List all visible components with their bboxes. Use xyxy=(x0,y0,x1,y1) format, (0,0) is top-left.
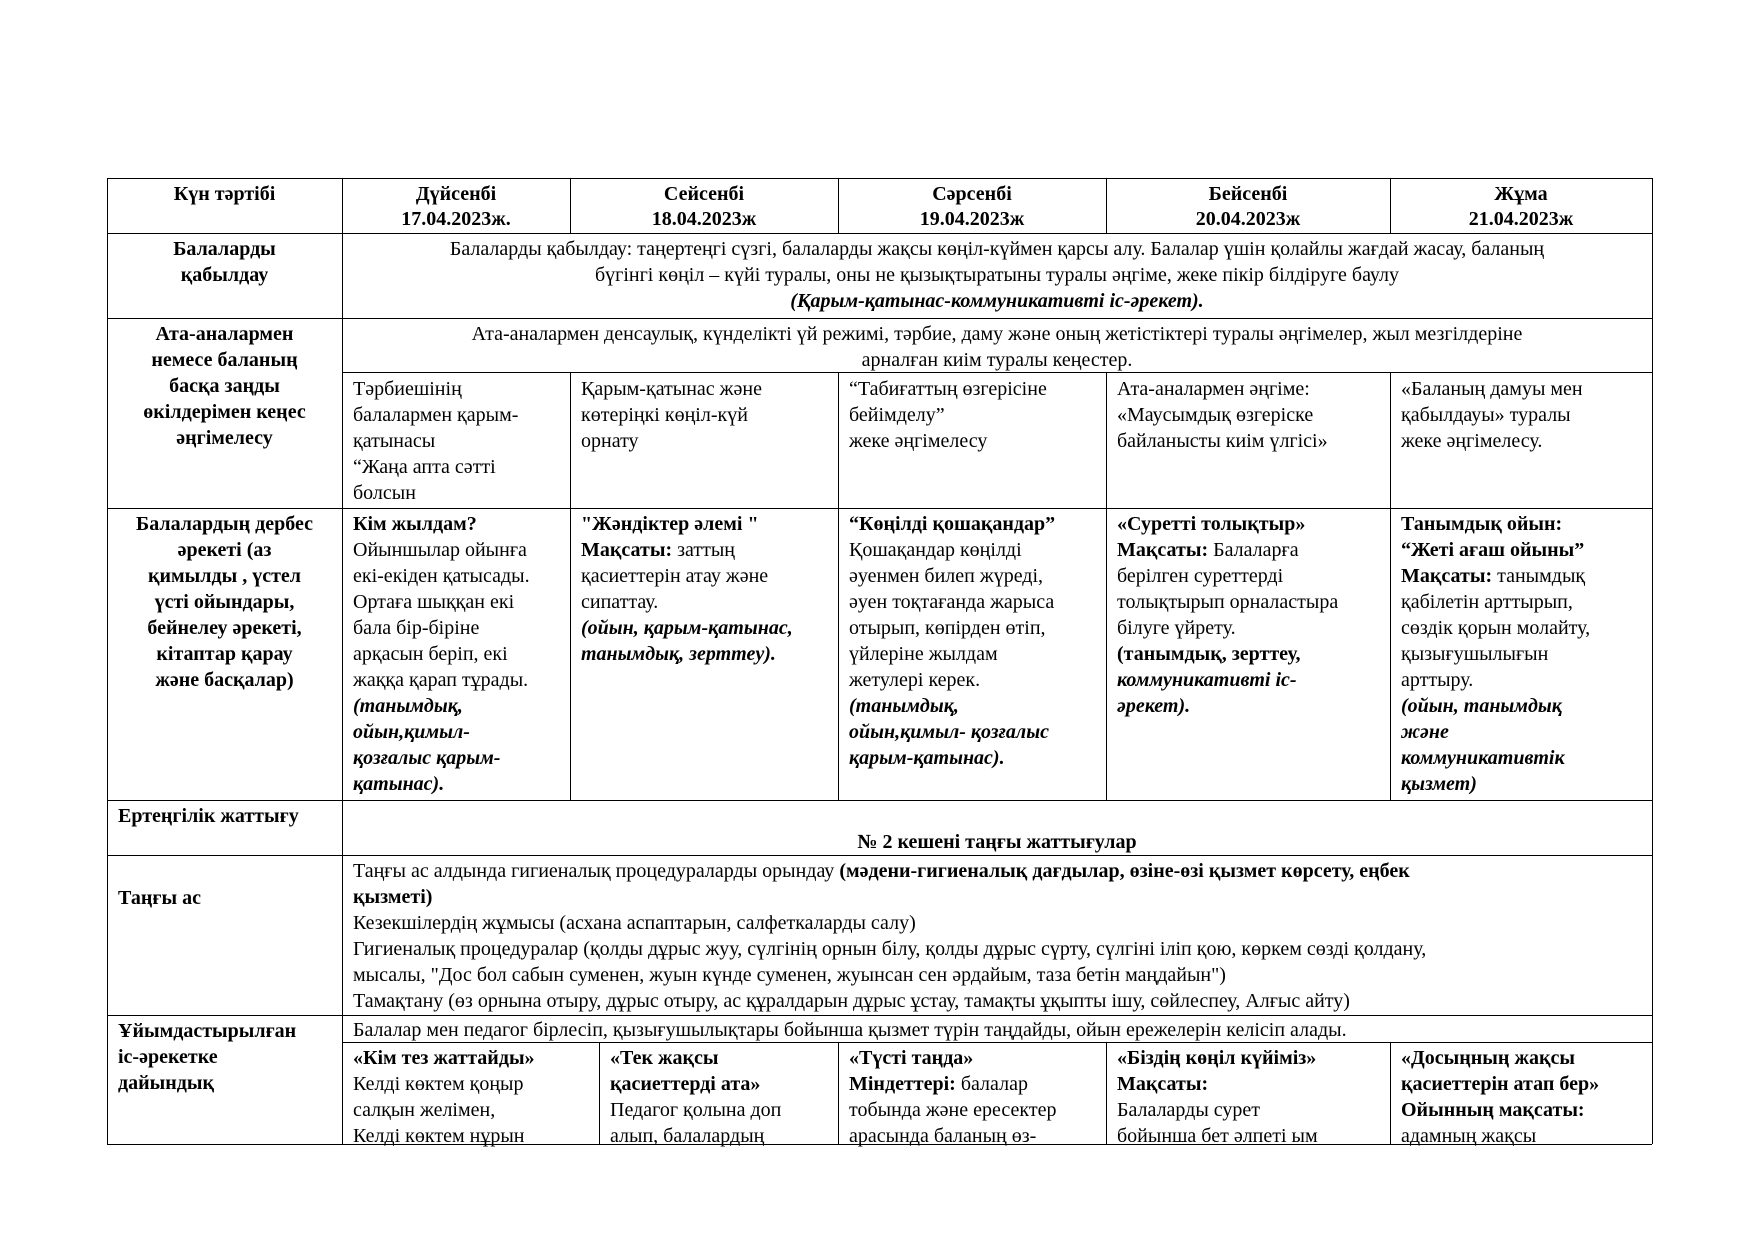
goal-label: Мақсаты: xyxy=(1401,565,1493,587)
game-text-monday: Ортаға шыққан екі xyxy=(353,591,515,613)
row-divider-independent xyxy=(107,800,1652,801)
game-text-friday: сөздік қорын молайту, xyxy=(1401,617,1591,639)
breakfast-skills-tag: қызметі) xyxy=(353,886,433,908)
header-day-date: 17.04.2023ж. xyxy=(401,208,511,230)
row-label-independent: үсті ойындары, xyxy=(154,591,295,613)
organized-title-wednesday: «Түсті таңда» xyxy=(849,1047,974,1069)
header-schedule-label: Күн тәртібі xyxy=(173,183,276,205)
game-goal-friday xyxy=(1401,563,1585,589)
row-divider-exercise xyxy=(107,855,1652,856)
header-day-name: Сәрсенбі xyxy=(932,183,1012,205)
organized-title-friday: қасиеттерін атап бер» xyxy=(1401,1073,1600,1095)
organized-title-tuesday: қасиеттерді ата» xyxy=(610,1073,761,1095)
game-tags-wednesday: (танымдық, xyxy=(849,695,959,717)
parents-monday-text: балалармен қарым- xyxy=(353,404,519,426)
game-title-thursday: «Суретті толықтыр» xyxy=(1117,513,1306,535)
row-label-independent: әрекеті (аз xyxy=(177,539,272,561)
game-text-wednesday: жетулері керек. xyxy=(849,669,981,691)
goal-label: Мақсаты: xyxy=(581,539,673,561)
organized-text-friday: адамның жақсы xyxy=(1401,1125,1537,1147)
game-title-tuesday: "Жәндіктер әлемі " xyxy=(581,513,759,535)
row-label-independent: және басқалар) xyxy=(155,669,294,691)
goal-text: балалар xyxy=(955,1073,1028,1095)
parents-monday-text: қатынасы xyxy=(353,430,436,452)
game-text-thursday: берілген суреттерді xyxy=(1117,565,1284,587)
row-divider-header xyxy=(107,233,1652,234)
game-tags-friday: және xyxy=(1401,721,1449,743)
game-tags-wednesday: ойын,қимыл- қозғалыс xyxy=(849,721,1049,743)
organized-goal-friday: Ойынның мақсаты: xyxy=(1401,1099,1585,1121)
row-label-independent: Балалардың дербес xyxy=(136,513,313,535)
goal-text: заттың xyxy=(672,539,735,561)
game-tags-friday: (ойын, танымдық xyxy=(1401,695,1562,717)
game-text-friday: арттыру. xyxy=(1401,669,1474,691)
goal-text: Балаларға xyxy=(1208,539,1299,561)
goal-text: танымдық xyxy=(1492,565,1586,587)
organized-title-monday: «Кім тез жаттайды» xyxy=(353,1047,535,1069)
organized-goal-thursday: Мақсаты: xyxy=(1117,1073,1209,1095)
parents-thursday-text: байланысты киім үлгісі» xyxy=(1117,430,1328,452)
game-text-thursday: білуге үйрету. xyxy=(1117,617,1236,639)
col-divider-3b xyxy=(838,372,839,800)
header-day-date: 18.04.2023ж xyxy=(651,208,757,230)
organized-text-wednesday: тобында және ересектер xyxy=(849,1099,1057,1121)
header-day-date: 21.04.2023ж xyxy=(1468,208,1574,230)
breakfast-procedure-text: Таңғы ас алдында гигиеналық процедураларды орындау xyxy=(353,860,840,882)
game-text-monday: бала бір-біріне xyxy=(353,617,480,639)
game-tags-monday: ойын,қимыл- xyxy=(353,721,470,743)
game-text-tuesday: қасиеттерін атау және xyxy=(581,565,769,587)
game-text-wednesday: үйлеріне жылдам xyxy=(849,643,998,665)
col-divider-4c xyxy=(1106,1042,1107,1144)
organized-text-monday: Келді көктем қоңыр xyxy=(353,1073,524,1095)
row-label-organized: Ұйымдастырылған xyxy=(118,1020,297,1042)
organized-title-tuesday: «Тек жақсы xyxy=(610,1047,719,1069)
game-tags-thursday: әрекет). xyxy=(1117,695,1191,717)
header-day-date: 19.04.2023ж xyxy=(919,208,1025,230)
game-tags-monday: қозғалыс қарым- xyxy=(353,747,501,769)
organized-text-tuesday: алып, балалардың xyxy=(610,1125,765,1147)
game-text-wednesday: Қошақандар көңілді xyxy=(849,539,1022,561)
organized-goal-wednesday xyxy=(849,1071,1028,1097)
row-label-parents: әңгімелесу xyxy=(176,427,273,449)
game-text-monday: Ойыншылар ойынға xyxy=(353,539,527,561)
game-title-monday: Кім жылдам? xyxy=(353,513,477,535)
organized-text-wednesday: арасында баланың өз- xyxy=(849,1125,1037,1147)
parents-friday-text: «Баланың дамуы мен xyxy=(1401,378,1583,400)
row-label-independent: бейнелеу әрекеті, xyxy=(147,617,302,639)
game-text-friday: қызығушылығын xyxy=(1401,643,1549,665)
parents-wednesday-text: “Табиғаттың өзгерісіне xyxy=(849,378,1047,400)
game-title-wednesday: “Көңілді қошақандар” xyxy=(849,513,1056,535)
col-divider-5b xyxy=(1390,372,1391,800)
col-divider-2b xyxy=(570,372,571,800)
game-tags-tuesday: танымдық, зерттеу). xyxy=(581,643,776,665)
organized-common-text: Балалар мен педагог бірлесіп, қызығушылықтары бойынша қызмет түрін таңдайды, ойын ережелерін келісіп алады. xyxy=(353,1019,1347,1041)
game-goal-tuesday xyxy=(581,537,735,563)
game-text-thursday: толықтырып орналастыра xyxy=(1117,591,1339,613)
col-divider-org xyxy=(599,1042,600,1144)
col-divider-3c xyxy=(838,1042,839,1144)
row-divider-breakfast xyxy=(107,1015,1652,1016)
game-goal-thursday xyxy=(1117,537,1299,563)
organized-text-monday: салқын желімен, xyxy=(353,1099,496,1121)
parents-common-text: Ата-аналармен денсаулық, күнделікті үй режимі, тәрбие, даму және оның жетістіктері туралы әңгімелер, жыл мезгілдеріне xyxy=(471,323,1523,345)
game-text-tuesday: сипаттау. xyxy=(581,591,659,613)
exercise-text: № 2 кешені таңғы жаттығулар xyxy=(857,831,1137,853)
parents-monday-text: “Жаңа апта сәтті xyxy=(353,456,496,478)
goal-label: Міндеттері: xyxy=(849,1073,956,1095)
row-label-parents: Ата-аналармен xyxy=(155,323,294,345)
game-text-wednesday: отырып, көпірден өтіп, xyxy=(849,617,1046,639)
parents-thursday-text: Ата-аналармен әңгіме: xyxy=(1117,378,1310,400)
game-tags-thursday: коммуникативті іс- xyxy=(1117,669,1297,691)
row-label-reception: қабылдау xyxy=(180,264,269,286)
game-tags-monday: қатынас). xyxy=(353,773,445,795)
organized-text-tuesday: Педагог қолына доп xyxy=(610,1099,782,1121)
row-label-organized: іс-әрекетке xyxy=(118,1046,218,1068)
table-border-right xyxy=(1652,178,1653,1144)
breakfast-line: мысалы, "Дос бол сабын суменен, жуын күнде суменен, жуынсан сен әрдайым, таза бетін маңдайын") xyxy=(353,964,1226,986)
game-tags-tuesday: (ойын, қарым-қатынас, xyxy=(581,617,793,639)
table-border-top xyxy=(107,178,1652,179)
header-day-name: Жұма xyxy=(1494,183,1548,205)
reception-activity-tag: (Қарым-қатынас-коммуникативті іс-әрекет). xyxy=(790,290,1204,312)
breakfast-line: Кезекшілердің жұмысы (асхана аспаптарын, салфеткаларды салу) xyxy=(353,912,916,934)
game-text-monday: арқасын беріп, екі xyxy=(353,643,508,665)
parents-monday-text: болсын xyxy=(353,482,416,504)
organized-title-friday: «Досыңның жақсы xyxy=(1401,1047,1575,1069)
goal-label: Мақсаты: xyxy=(1117,539,1209,561)
breakfast-line: Тамақтану (өз орнына отыру, дұрыс отыру, ас құралдарын дұрыс ұстау, тамақты ұқыпты ішу, сөйлеспеу, Алғыс айту) xyxy=(353,990,1350,1012)
col-divider-5c xyxy=(1390,1042,1391,1144)
game-title-friday: “Жеті ағаш ойыны” xyxy=(1401,539,1585,561)
reception-text: бүгінгі көңіл – күйі туралы, оны не қызықтыратыны туралы әңгіме, жеке пікір білдіруге баулу xyxy=(594,264,1400,286)
parents-wednesday-text: жеке әңгімелесу xyxy=(849,430,988,452)
row-label-parents: немесе баланың xyxy=(151,349,298,371)
header-day-name: Дүйсенбі xyxy=(415,183,497,205)
organized-title-thursday: «Біздің көңіл күйіміз» xyxy=(1117,1047,1317,1069)
parents-friday-text: жеке әңгімелесу. xyxy=(1401,430,1543,452)
row-divider-reception xyxy=(107,318,1652,319)
row-label-independent: қимылды , үстел xyxy=(147,565,302,587)
game-text-monday: жаққа қарап тұрады. xyxy=(353,669,529,691)
row-label-independent: кітаптар қарау xyxy=(156,643,293,665)
header-day-name: Бейсенбі xyxy=(1208,183,1288,205)
parents-thursday-text: «Маусымдық өзгеріске xyxy=(1117,404,1314,426)
row-label-organized: дайындық xyxy=(118,1072,215,1094)
row-label-exercise: Ертеңгілік жаттығу xyxy=(118,805,299,827)
breakfast-skills-tag: (мәдени-гигиеналық дағдылар, өзіне-өзі қызмет көрсету, еңбек xyxy=(839,860,1410,882)
breakfast-line: Гигиеналық процедуралар (қолды дұрыс жуу, сүлгінің орнын білу, қолды дұрыс сүрту, сүлгіні іліп қою, көркем сөзді қолдану, xyxy=(353,938,1427,960)
game-title-friday: Танымдық ойын: xyxy=(1401,513,1563,535)
parents-monday-text: Тәрбиешінің xyxy=(353,378,462,400)
game-text-monday: екі-екіден қатысады. xyxy=(353,565,530,587)
game-tags-friday: қызмет) xyxy=(1401,773,1477,795)
game-tags-wednesday: қарым-қатынас). xyxy=(849,747,1005,769)
parents-friday-text: қабылдауы» туралы xyxy=(1401,404,1571,426)
parents-tuesday-text: Қарым-қатынас және xyxy=(581,378,762,400)
game-text-friday: қабілетін арттырып, xyxy=(1401,591,1573,613)
game-tags-thursday: (танымдық, зерттеу, xyxy=(1117,643,1301,665)
game-text-wednesday: әуенмен билеп жүреді, xyxy=(849,565,1044,587)
game-tags-friday: коммуникативтік xyxy=(1401,747,1565,769)
game-tags-monday: (танымдық, xyxy=(353,695,463,717)
organized-text-monday: Келді көктем нұрын xyxy=(353,1125,525,1147)
row-label-reception: Балаларды xyxy=(173,238,276,260)
parents-tuesday-text: орнату xyxy=(581,430,639,452)
row-divider-parents xyxy=(107,508,1652,509)
organized-text-thursday: Балаларды сурет xyxy=(1117,1099,1261,1121)
parents-tuesday-text: көтеріңкі көңіл-күй xyxy=(581,404,748,426)
organized-text-thursday: бойынша бет әлпеті ым xyxy=(1117,1125,1318,1147)
header-day-name: Сейсенбі xyxy=(663,183,745,205)
header-day-date: 20.04.2023ж xyxy=(1195,208,1301,230)
row-label-breakfast: Таңғы ас xyxy=(118,887,201,909)
row-label-parents: басқа заңды xyxy=(169,375,280,397)
row-label-parents: өкілдерімен кеңес xyxy=(143,401,306,423)
col-divider-4b xyxy=(1106,372,1107,800)
parents-common-text: арналған киім туралы кеңестер. xyxy=(861,349,1133,371)
reception-text: Балаларды қабылдау: таңертеңгі сүзгі, балаларды жақсы көңіл-күймен қарсы алу. Балалар үшін қолайлы жағдай жасау, баланың xyxy=(449,238,1545,260)
breakfast-line xyxy=(353,858,1410,884)
game-text-wednesday: әуен тоқтағанда жарыса xyxy=(849,591,1055,613)
parents-wednesday-text: бейімделу” xyxy=(849,404,945,426)
